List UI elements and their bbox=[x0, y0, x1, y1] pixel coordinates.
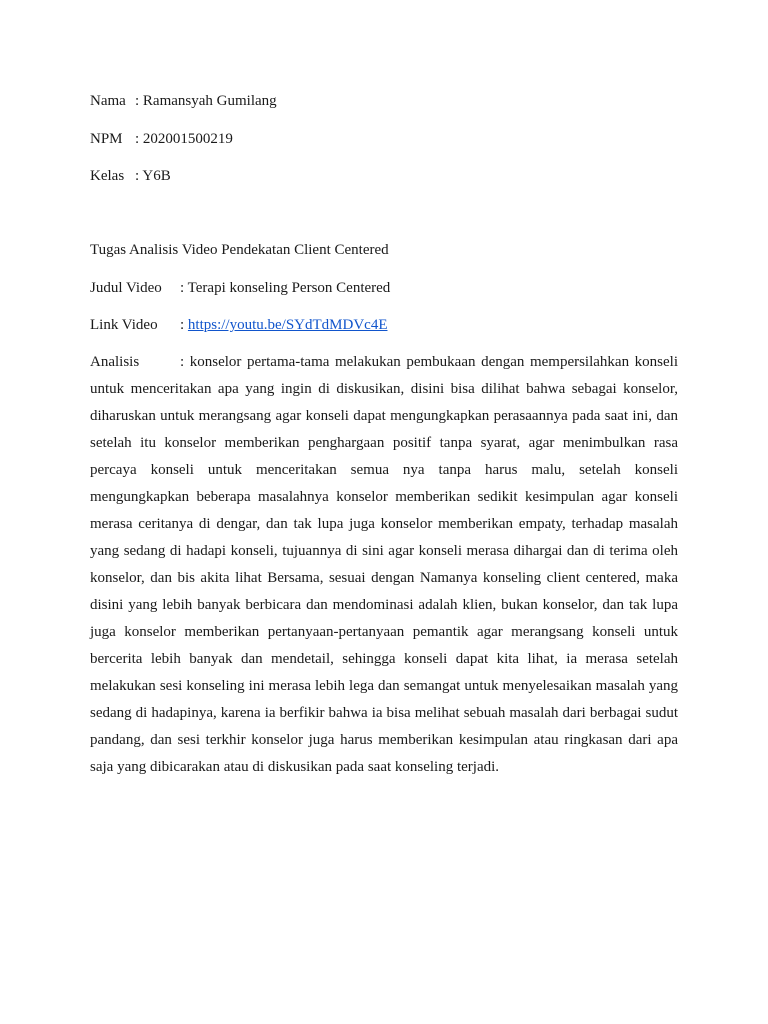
video-link-label: Link Video bbox=[90, 317, 158, 333]
npm-label: NPM bbox=[90, 131, 123, 147]
class-row bbox=[90, 167, 171, 185]
video-link-prefix: : bbox=[180, 317, 185, 333]
name-row bbox=[90, 92, 277, 110]
analysis-text: : konselor pertama-tama melakukan pembukaan dengan mempersilahkan konseli untuk menceritakan apa yang ingin di diskusikan, disini bisa dilihat bahwa sebagai konselor, diharuskan untuk merangsang agar konseli dapat mengungkapkan perasaannya pada saat ini, dan setelah itu konselor memberikan penghargaan positif tanpa syarat, agar menimbulkan rasa percaya konseli untuk menceritakan semua nya tanpa harus malu, setelah konseli mengungkapkan beberapa masalahnya konselor memberikan sedikit kesimpulan agar konseli merasa ceritanya di dengar, dan tak lupa juga konselor memberikan empaty, terhadap masalah yang sedang di hadapi konseli, tujuannya di sini agar konseli merasa dihargai dan di terima oleh konselor, dan bis akita lihat Bersama, sesuai dengan Namanya konseling client centered, maka disini yang lebih banyak berbicara dan mendominasi adalah klien, bukan konselor, dan tak lupa juga konselor memberikan pertanyaan-pertanyaan pemantik agar merangsang konseli untuk bercerita lebih banyak dan mendetail, sehingga konseli dapat kita lihat, ia merasa setelah melakukan sesi konseling ini merasa lebih lega dan semangat untuk menyelesaikan masalah yang sedang di hadapinya, karena ia berfikir bahwa ia bisa melihat sebuah masalah dari berbagai sudut pandang, dan sesi terkhir konselor juga harus memberikan kesimpulan atau ringkasan dari apa saja yang dibicarakan atau di diskusikan pada saat konseling terjadi. bbox=[90, 354, 678, 775]
class-label: Kelas bbox=[90, 168, 125, 184]
analysis-paragraph bbox=[90, 349, 678, 781]
video-link[interactable]: https://youtu.be/SYdTdMDVc4E bbox=[187, 317, 388, 333]
assignment-title: Tugas Analisis Video Pendekatan Client Centered bbox=[90, 242, 389, 258]
class-value: : Y6B bbox=[135, 168, 171, 184]
name-value: : Ramansyah Gumilang bbox=[135, 93, 277, 109]
video-title-label: Judul Video bbox=[90, 280, 162, 296]
npm-value: : 202001500219 bbox=[135, 131, 233, 147]
name-label: Nama bbox=[90, 93, 126, 109]
video-title-value: : Terapi konseling Person Centered bbox=[180, 280, 391, 296]
video-title-row bbox=[90, 279, 390, 297]
npm-row bbox=[90, 130, 233, 148]
analysis-label: Analisis bbox=[90, 354, 140, 370]
video-link-row bbox=[90, 316, 388, 334]
